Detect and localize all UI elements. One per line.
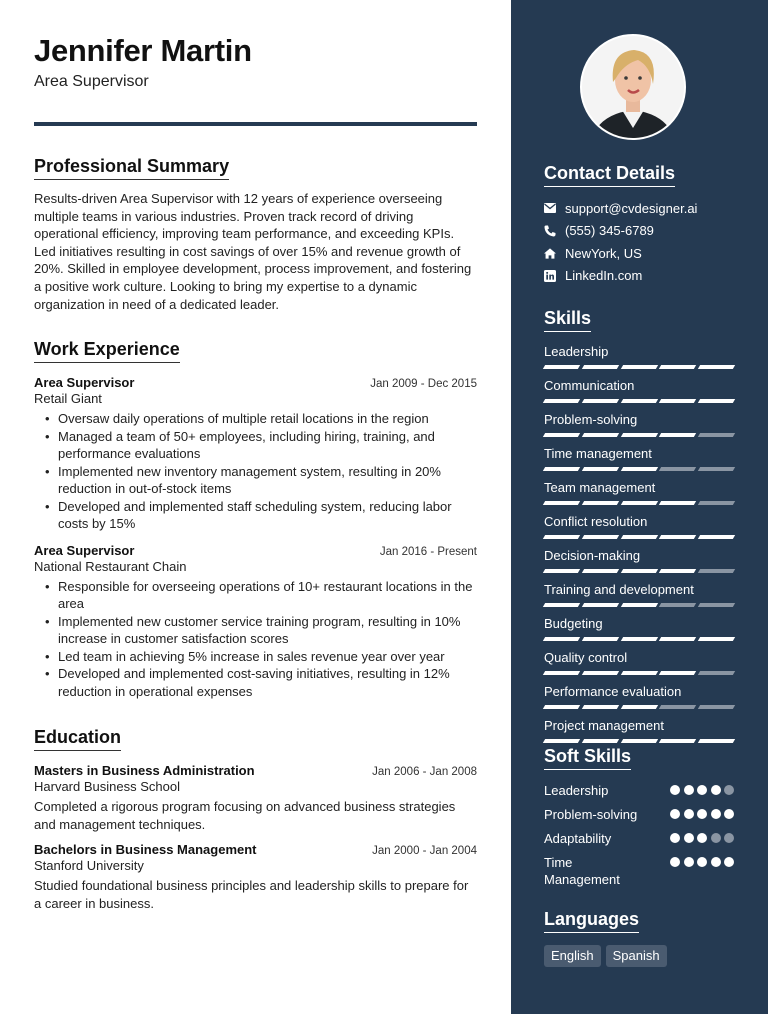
skill-level-segment xyxy=(659,535,696,539)
skill-level-bar xyxy=(544,535,734,539)
skill-level-bar xyxy=(544,365,734,369)
school-name: Stanford University xyxy=(34,858,144,874)
soft-skill-rating xyxy=(670,782,734,795)
soft-skill-rating xyxy=(670,830,734,843)
skill-item xyxy=(544,684,734,709)
skill-level-segment xyxy=(698,433,735,437)
rating-dot xyxy=(697,833,707,843)
job-bullet: • Developed and implemented staff scheduling system, reducing labor costs by 15% xyxy=(34,498,477,533)
skill-level-segment xyxy=(659,739,696,743)
job-date: Jan 2016 - Present xyxy=(379,545,477,558)
skill-item xyxy=(544,582,734,607)
skill-level-segment xyxy=(620,535,657,539)
home-icon xyxy=(544,247,556,259)
skill-level-segment xyxy=(698,365,735,369)
soft-skill-name: Time Management xyxy=(544,855,620,887)
skill-level-segment xyxy=(582,399,619,403)
contact-email[interactable] xyxy=(544,197,734,220)
languages-section xyxy=(544,909,734,967)
skill-level-segment xyxy=(543,467,580,471)
rating-dot xyxy=(684,857,694,867)
soft-skill-rating xyxy=(670,806,734,819)
skill-name: Team management xyxy=(544,480,656,495)
job-bullet: • Implemented new customer service training program, resulting in 10% increase in customer satisfaction scores xyxy=(34,613,477,648)
skill-level-segment xyxy=(698,467,735,471)
summary-text: Results-driven Area Supervisor with 12 years of experience overseeing multiple teams in various industries. Proven track record of driving operational efficiency, improving team performance, and exceeding KPIs. Led initiatives resulting in cost savings of over 15% and revenue growth of 20%. Skilled in employee development, process improvement, and fostering a positive work culture. Looking to bring my expertise to a dynamic organization in need of a dedicated leader. xyxy=(34,191,472,312)
rating-dot xyxy=(724,809,734,819)
skill-level-segment xyxy=(620,501,657,505)
skill-name: Problem-solving xyxy=(544,412,638,427)
linkedin-text: LinkedIn.com xyxy=(565,268,643,284)
work-experience-section xyxy=(34,339,477,700)
education-date: Jan 2000 - Jan 2004 xyxy=(372,845,477,858)
skill-name: Time management xyxy=(544,446,652,461)
soft-skill-item xyxy=(544,806,734,823)
rating-dot xyxy=(711,857,721,867)
skill-level-segment xyxy=(543,603,580,607)
skill-level-segment xyxy=(659,671,696,675)
skill-level-bar xyxy=(544,433,734,437)
skill-item xyxy=(544,412,734,437)
skill-level-segment xyxy=(582,603,619,607)
language-badge: English xyxy=(544,945,601,967)
skill-level-bar xyxy=(544,467,734,471)
skill-level-segment xyxy=(582,637,619,641)
skill-item xyxy=(544,650,734,675)
skill-level-segment xyxy=(698,671,735,675)
job-entry xyxy=(34,375,477,533)
rating-dot xyxy=(670,809,680,819)
skill-level-segment xyxy=(620,569,657,573)
skill-level-segment xyxy=(543,637,580,641)
section-title: Soft Skills xyxy=(544,746,631,770)
rating-dot xyxy=(711,785,721,795)
skill-level-segment xyxy=(543,671,580,675)
school-name: Harvard Business School xyxy=(34,779,180,794)
soft-skill-name: Adaptability xyxy=(544,831,612,846)
job-bullet: • Oversaw daily operations of multiple retail locations in the region xyxy=(34,410,477,428)
skill-level-segment xyxy=(659,603,696,607)
skill-level-segment xyxy=(698,501,735,505)
skill-level-segment xyxy=(659,705,696,709)
candidate-name: Jennifer Martin xyxy=(34,33,252,68)
skill-level-segment xyxy=(620,671,657,675)
skill-level-segment xyxy=(582,501,619,505)
skill-item xyxy=(544,446,734,471)
header-divider xyxy=(34,122,477,126)
skill-item xyxy=(544,514,734,539)
skill-level-segment xyxy=(543,365,580,369)
skill-level-segment xyxy=(543,535,580,539)
envelope-icon xyxy=(544,202,556,214)
skill-level-segment xyxy=(620,433,657,437)
contact-location xyxy=(544,242,734,265)
skill-level-bar xyxy=(544,603,734,607)
degree-title: Bachelors in Business Management xyxy=(34,842,257,858)
job-bullet: • Implemented new inventory management system, resulting in 20% reduction in out-of-stock items xyxy=(34,463,477,498)
skill-level-segment xyxy=(659,399,696,403)
education-entry xyxy=(34,763,477,833)
rating-dot xyxy=(724,833,734,843)
skill-level-segment xyxy=(620,637,657,641)
skill-level-segment xyxy=(698,569,735,573)
skill-level-segment xyxy=(543,399,580,403)
skill-name: Project management xyxy=(544,718,664,733)
job-title: Area Supervisor xyxy=(34,375,135,390)
skill-level-segment xyxy=(620,739,657,743)
skill-level-segment xyxy=(543,569,580,573)
soft-skill-item xyxy=(544,854,734,888)
skill-level-segment xyxy=(698,535,735,539)
skill-level-segment xyxy=(659,365,696,369)
education-entry xyxy=(34,842,477,912)
job-bullets xyxy=(34,578,477,701)
skill-level-segment xyxy=(698,637,735,641)
skill-item xyxy=(544,344,734,369)
skill-name: Quality control xyxy=(544,650,628,665)
languages-list xyxy=(544,945,734,967)
skill-name: Budgeting xyxy=(544,616,603,631)
skill-name: Leadership xyxy=(544,344,609,359)
skills-list xyxy=(544,344,734,743)
skill-level-segment xyxy=(659,433,696,437)
rating-dot xyxy=(697,785,707,795)
section-title: Education xyxy=(34,727,121,751)
skill-item xyxy=(544,718,734,743)
education-description: Completed a rigorous program focusing on advanced business strategies and management techniques. xyxy=(34,799,456,832)
job-date: Jan 2009 - Dec 2015 xyxy=(370,378,477,390)
skill-level-segment xyxy=(582,467,619,471)
skill-level-segment xyxy=(582,739,619,743)
soft-skill-name: Leadership xyxy=(544,783,609,798)
job-entry xyxy=(34,543,477,701)
profile-photo-image xyxy=(582,36,684,138)
education-date: Jan 2006 - Jan 2008 xyxy=(372,766,477,778)
skill-level-segment xyxy=(620,365,657,369)
contact-details-section xyxy=(544,163,734,287)
skill-level-segment xyxy=(698,705,735,709)
skill-level-segment xyxy=(582,535,619,539)
professional-summary-section xyxy=(34,156,477,313)
skill-level-segment xyxy=(582,569,619,573)
rating-dot xyxy=(684,785,694,795)
phone-icon xyxy=(544,225,556,237)
skill-level-bar xyxy=(544,671,734,675)
rating-dot xyxy=(670,857,680,867)
skill-level-bar xyxy=(544,739,734,743)
skill-level-bar xyxy=(544,399,734,403)
linkedin-icon xyxy=(544,270,556,282)
job-bullet: • Developed and implemented cost-saving initiatives, resulting in 12% reduction in operational expenses xyxy=(34,665,477,700)
contact-phone[interactable] xyxy=(544,220,734,243)
skill-level-segment xyxy=(698,739,735,743)
skill-level-segment xyxy=(620,399,657,403)
job-bullet: • Led team in achieving 5% increase in sales revenue year over year xyxy=(34,648,477,666)
skill-level-segment xyxy=(698,603,735,607)
skill-name: Conflict resolution xyxy=(544,514,648,529)
profile-photo xyxy=(580,34,686,140)
rating-dot xyxy=(724,785,734,795)
soft-skills-section xyxy=(544,746,734,888)
candidate-role: Area Supervisor xyxy=(34,73,149,90)
job-title: Area Supervisor xyxy=(34,542,135,558)
skill-name: Training and development xyxy=(544,582,694,597)
rating-dot xyxy=(711,833,721,843)
rating-dot xyxy=(684,833,694,843)
skill-item xyxy=(544,480,734,505)
skills-section xyxy=(544,308,734,743)
skill-level-segment xyxy=(543,739,580,743)
skill-level-segment xyxy=(582,365,619,369)
skill-level-bar xyxy=(544,705,734,709)
language-badge: Spanish xyxy=(606,945,667,967)
skill-level-bar xyxy=(544,569,734,573)
skill-name: Decision-making xyxy=(544,548,641,563)
job-company: National Restaurant Chain xyxy=(34,558,187,574)
skill-level-segment xyxy=(582,671,619,675)
job-company: Retail Giant xyxy=(34,391,102,406)
section-title: Professional Summary xyxy=(34,156,229,180)
rating-dot xyxy=(697,809,707,819)
degree-title: Masters in Business Administration xyxy=(34,763,255,778)
job-bullets xyxy=(34,410,477,533)
education-section xyxy=(34,727,477,912)
skill-level-segment xyxy=(543,433,580,437)
skill-name: Communication xyxy=(544,378,635,393)
skill-level-bar xyxy=(544,637,734,641)
section-title: Languages xyxy=(544,909,639,933)
contact-linkedin[interactable] xyxy=(544,265,734,288)
skill-level-segment xyxy=(543,501,580,505)
job-bullet: • Managed a team of 50+ employees, including hiring, training, and performance evaluations xyxy=(34,428,477,463)
skill-level-segment xyxy=(543,705,580,709)
skill-level-segment xyxy=(659,501,696,505)
section-title: Skills xyxy=(544,308,591,332)
email-text: support@cvdesigner.ai xyxy=(565,200,698,216)
rating-dot xyxy=(670,785,680,795)
skill-item xyxy=(544,548,734,573)
education-description: Studied foundational business principles and leadership skills to prepare for a career in business. xyxy=(34,878,469,911)
rating-dot xyxy=(724,857,734,867)
section-title: Contact Details xyxy=(544,163,675,187)
skill-name: Performance evaluation xyxy=(544,684,682,699)
skill-level-segment xyxy=(582,433,619,437)
soft-skill-rating xyxy=(670,854,734,867)
skill-item xyxy=(544,616,734,641)
skill-level-segment xyxy=(659,569,696,573)
skill-item xyxy=(544,378,734,403)
rating-dot xyxy=(711,809,721,819)
skill-level-bar xyxy=(544,501,734,505)
rating-dot xyxy=(670,833,680,843)
location-text: NewYork, US xyxy=(565,245,642,261)
skill-level-segment xyxy=(620,467,657,471)
soft-skill-item xyxy=(544,782,734,799)
soft-skill-name: Problem-solving xyxy=(544,807,638,822)
rating-dot xyxy=(684,809,694,819)
phone-text: (555) 345-6789 xyxy=(565,223,654,239)
skill-level-segment xyxy=(620,705,657,709)
soft-skill-item xyxy=(544,830,734,847)
section-title: Work Experience xyxy=(34,339,180,363)
skill-level-segment xyxy=(698,399,735,403)
skill-level-segment xyxy=(620,603,657,607)
skill-level-segment xyxy=(659,637,696,641)
job-bullet: • Responsible for overseeing operations of 10+ restaurant locations in the area xyxy=(34,578,477,613)
skill-level-segment xyxy=(659,467,696,471)
rating-dot xyxy=(697,857,707,867)
skill-level-segment xyxy=(582,705,619,709)
soft-skills-list xyxy=(544,782,734,888)
